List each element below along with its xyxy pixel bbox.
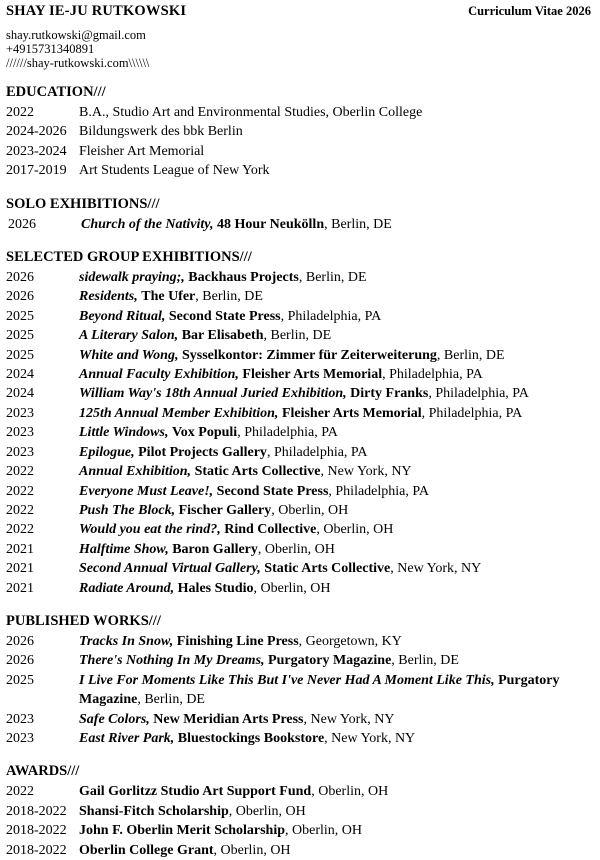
item-year: 2023-2024	[6, 143, 67, 159]
item-text	[79, 540, 594, 559]
item-place: , Philadelphia, PA	[328, 483, 429, 499]
list-item	[8, 215, 594, 234]
item-work: William Way's 18th Annual Juried Exhibition,	[79, 386, 347, 402]
item-year: 2017-2019	[6, 163, 67, 179]
item-place: , Berlin, DE	[137, 692, 205, 708]
awards-section	[6, 762, 594, 860]
item-venue: Hales Studio	[177, 580, 254, 596]
list-item	[6, 365, 594, 384]
section-title: PUBLISHED WORKS///	[6, 612, 161, 629]
item-work: Push The Block,	[79, 502, 176, 518]
item-work: Radiate Around,	[79, 580, 175, 596]
item-year: 2022	[6, 784, 34, 800]
item-year: 2024-2026	[6, 124, 67, 140]
item-venue: Fischer Gallery	[178, 502, 272, 518]
item-year: 2025	[6, 328, 34, 344]
list-item	[6, 710, 594, 729]
item-text: Fleisher Art Memorial	[79, 143, 205, 159]
list-item	[6, 821, 594, 840]
item-place: , Philadelphia, PA	[428, 386, 529, 402]
item-place: , Oberlin, OH	[257, 541, 335, 557]
item-work: Annual Exhibition,	[79, 464, 192, 480]
item-venue: Backhaus Projects	[188, 270, 299, 286]
list-item	[6, 307, 594, 326]
item-year: 2026	[6, 289, 34, 305]
section-title: SOLO EXHIBITIONS///	[6, 195, 160, 212]
header	[6, 0, 594, 28]
list-item	[6, 103, 594, 122]
education-section	[6, 83, 594, 181]
item-year: 2025	[6, 347, 34, 363]
item-place: , Georgetown, KY	[298, 633, 402, 649]
item-text	[79, 346, 594, 365]
item-year: 2021	[6, 561, 34, 577]
item-place: , Berlin, DE	[195, 289, 263, 305]
item-text	[79, 651, 594, 670]
item-place: , Oberlin, OH	[228, 803, 306, 819]
item-venue: Purgatory Magazine	[268, 653, 392, 669]
item-venue: Gail Gorlitzz Studio Art Support Fund	[79, 784, 312, 800]
list-item	[6, 559, 594, 578]
list-item	[6, 404, 594, 423]
item-year: 2018-2022	[6, 842, 67, 858]
item-text	[79, 501, 594, 520]
item-work: Church of the Nativity,	[81, 216, 214, 232]
list-item	[6, 142, 594, 161]
item-place: , New York, NY	[320, 464, 412, 480]
item-work: There's Nothing In My Dreams,	[79, 653, 265, 669]
item-text	[79, 671, 594, 710]
item-place: , Berlin, DE	[391, 653, 459, 669]
item-place: , Oberlin, OH	[271, 502, 349, 518]
list-item	[6, 802, 594, 821]
item-venue: Oberlin College Grant	[79, 842, 214, 858]
item-year: 2018-2022	[6, 803, 67, 819]
item-year: 2022	[6, 105, 34, 120]
list-item	[6, 520, 594, 539]
item-work: Everyone Must Leave!,	[79, 483, 214, 499]
contact-info	[6, 28, 594, 70]
item-work: Little Windows,	[79, 425, 169, 441]
item-work: White and Wong,	[79, 347, 179, 363]
item-text: B.A., Studio Art and Environmental Studies, Oberlin College	[79, 105, 423, 120]
item-year: 2023	[6, 711, 34, 727]
item-place: , Oberlin, OH	[253, 580, 331, 596]
item-text	[79, 423, 594, 442]
item-venue: Shansi-Fitch Scholarship	[79, 803, 229, 819]
list-item	[6, 540, 594, 559]
item-work: Halftime Show,	[79, 541, 169, 557]
item-place: , Philadelphia, PA	[237, 425, 338, 441]
item-year: 2018-2022	[6, 823, 67, 839]
item-work: sidewalk praying;,	[79, 270, 185, 286]
section-title: AWARDS///	[6, 763, 80, 780]
item-place: , Berlin, DE	[436, 347, 505, 363]
item-year: 2021	[6, 580, 34, 596]
email: shay.rutkowski@gmail.com	[6, 28, 146, 42]
cv-page	[6, 0, 594, 860]
item-work: Residents,	[79, 289, 138, 305]
list-item	[6, 161, 594, 180]
list-item	[6, 782, 594, 801]
item-text	[79, 404, 594, 423]
list-item	[6, 122, 594, 141]
item-text	[79, 482, 594, 501]
item-text	[81, 215, 594, 234]
item-venue: 48 Hour Neukölln	[217, 216, 325, 232]
item-work: Epilogue,	[79, 444, 135, 460]
item-year: 2022	[6, 464, 34, 480]
item-place: , Philadelphia, PA	[421, 405, 523, 421]
item-work: A Literary Salon,	[79, 328, 179, 344]
list-item	[6, 346, 594, 365]
item-year: 2026	[6, 653, 34, 669]
item-place: , Oberlin, OH	[316, 522, 394, 538]
item-year: 2023	[6, 730, 34, 746]
list-item	[6, 326, 594, 345]
item-text	[79, 579, 594, 598]
item-text	[79, 802, 594, 821]
item-place: , Philadelphia, PA	[266, 444, 368, 460]
item-venue: Pilot Projects Gallery	[138, 444, 267, 460]
item-text	[79, 841, 594, 860]
item-venue: John F. Oberlin Merit Scholarship	[79, 823, 286, 839]
item-work: 125th Annual Member Exhibition,	[79, 405, 279, 421]
document-label: Curriculum Vitae 2026	[468, 4, 591, 18]
item-year: 2023	[6, 425, 34, 441]
item-text	[79, 326, 594, 345]
item-text: Bildungswerk des bbk Berlin	[79, 124, 243, 140]
item-text	[79, 729, 594, 748]
list-item	[6, 651, 594, 670]
item-text: Art Students League of New York	[79, 163, 270, 179]
item-work: Beyond Ritual,	[79, 308, 166, 324]
list-item	[6, 729, 594, 748]
item-place: , Oberlin, OH	[213, 842, 291, 858]
item-year: 2025	[6, 308, 34, 324]
item-place: , Berlin, DE	[263, 328, 332, 344]
published-works-section	[6, 612, 594, 748]
item-text	[79, 384, 594, 403]
item-work: Safe Colors,	[79, 711, 150, 727]
list-item	[6, 443, 594, 462]
item-place: , Oberlin, OH	[311, 784, 389, 800]
item-place: , Berlin, DE	[298, 270, 367, 286]
list-item	[6, 482, 594, 501]
item-work: Second Annual Virtual Gallery,	[79, 561, 261, 577]
list-item	[6, 671, 594, 710]
item-text	[79, 782, 594, 801]
item-venue: Finishing Line Press	[176, 633, 299, 649]
item-work: Annual Faculty Exhibition,	[79, 367, 239, 383]
group-exhibitions-section	[6, 248, 594, 598]
item-venue: Sysselkontor: Zimmer für Zeiterweiterung	[181, 347, 437, 363]
item-year: 2022	[6, 522, 34, 538]
item-venue: Bar Elisabeth	[181, 328, 264, 344]
item-venue: Static Arts Collective	[194, 464, 321, 480]
item-text	[79, 307, 594, 326]
phone: +4915731340891	[6, 42, 95, 56]
item-text	[79, 443, 594, 462]
item-venue: Bluestockings Bookstore	[177, 730, 325, 746]
item-venue: New Meridian Arts Press	[153, 711, 304, 727]
item-year: 2022	[6, 483, 34, 499]
item-text	[79, 559, 594, 578]
section-title: EDUCATION///	[6, 84, 106, 100]
item-text	[79, 268, 594, 287]
item-venue: Second State Press	[168, 308, 281, 324]
item-venue: Baron Gallery	[172, 541, 258, 557]
item-work: East River Park,	[79, 730, 175, 746]
list-item	[6, 384, 594, 403]
item-work: I Live For Moments Like This But I've Never Had A Moment Like This,	[79, 672, 495, 688]
section-title: SELECTED GROUP EXHIBITIONS///	[6, 249, 252, 266]
item-venue: Vox Populi	[171, 425, 238, 441]
item-place: , Philadelphia, PA	[280, 308, 382, 324]
item-year: 2023	[6, 444, 34, 460]
item-venue: Static Arts Collective	[264, 561, 391, 577]
item-text	[79, 632, 594, 651]
item-place: , New York, NY	[324, 730, 416, 746]
item-venue: Purgatory Magazine	[79, 672, 560, 708]
solo-exhibitions-section	[6, 195, 594, 234]
list-item	[6, 579, 594, 598]
item-venue: Fleisher Arts Memorial	[242, 367, 383, 383]
item-venue: Fleisher Arts Memorial	[281, 405, 422, 421]
item-year: 2026	[8, 216, 36, 232]
list-item	[6, 423, 594, 442]
item-year: 2025	[6, 672, 34, 688]
item-year: 2024	[6, 386, 34, 402]
item-venue: The Ufer	[141, 289, 196, 305]
list-item	[6, 841, 594, 860]
item-year: 2021	[6, 541, 34, 557]
item-place: , New York, NY	[390, 561, 482, 577]
list-item	[6, 268, 594, 287]
list-item	[6, 287, 594, 306]
item-year: 2023	[6, 405, 34, 421]
website: //////shay-rutkowski.com\\\\\\	[6, 56, 150, 70]
item-text	[79, 365, 594, 384]
item-text	[79, 287, 594, 306]
person-name: SHAY IE-JU RUTKOWSKI	[6, 3, 187, 19]
item-year: 2022	[6, 502, 34, 518]
item-work: Would you eat the rind?,	[79, 522, 221, 538]
item-venue: Rind Collective	[224, 522, 317, 538]
item-venue: Second State Press	[216, 483, 329, 499]
item-text	[79, 462, 594, 481]
item-text	[79, 520, 594, 539]
list-item	[6, 501, 594, 520]
item-place: , New York, NY	[303, 711, 395, 727]
item-text	[79, 821, 594, 840]
item-text	[79, 710, 594, 729]
list-item	[6, 462, 594, 481]
list-item	[6, 632, 594, 651]
item-venue: Dirty Franks	[350, 386, 429, 402]
item-work: Tracks In Snow,	[79, 633, 174, 649]
item-place: , Philadelphia, PA	[382, 367, 483, 383]
item-place: , Oberlin, OH	[285, 823, 363, 839]
item-year: 2024	[6, 367, 34, 383]
item-year: 2026	[6, 270, 34, 286]
item-year: 2026	[6, 633, 34, 649]
item-place: , Berlin, DE	[324, 216, 392, 232]
